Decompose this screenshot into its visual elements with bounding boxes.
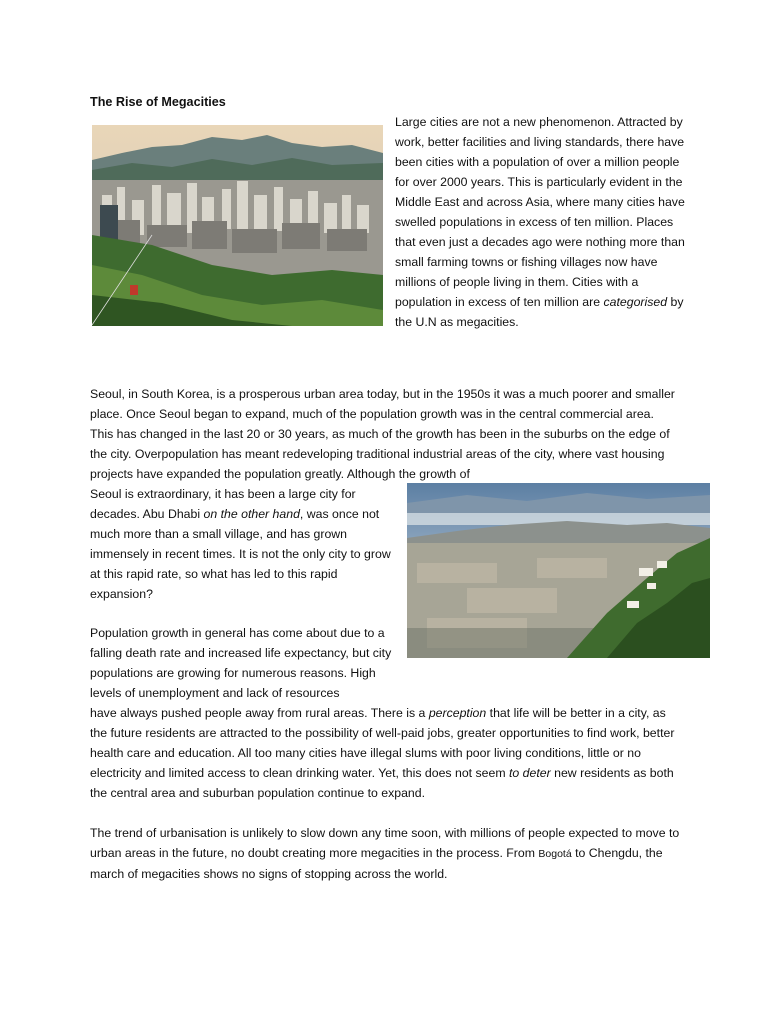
seoul-paragraph-narrow: [90, 472, 395, 617]
article-title: The Rise of Megacities: [90, 95, 226, 109]
seoul-emphasis: on the other hand: [203, 507, 300, 522]
seoul-text-narrow-1: Seoul is extraordinary, it has been a large city for decades. Abu Dhabi: [90, 487, 356, 522]
population-text-3: new residents as both the central area and suburban population continue to expand.: [90, 766, 674, 801]
intro-text-1: Large cities are not a new phenomenon. Attracted by work, better facilities and living standards, there have been cities with a population of over a million people for over 2000 years. This is particularly evident in the Middle East and across Asia, where many cities have swelled populations in excess of ten million. Places that even just a decades ago were nothing more than small farming towns or fishing villages now have millions of people living in them. Cities with a population in excess of ten million are: [395, 115, 685, 309]
conclusion-text-2: to Chengdu, the march of megacities shows no signs of stopping across the world.: [90, 846, 663, 882]
deter-emphasis: to deter: [509, 766, 551, 781]
population-paragraph-full: [90, 691, 680, 816]
seoul-text-narrow-2: , was once not much more than a small village, and has grown immensely in recent times. It is not the only city to grow at this rapid rate, so what has led to this rapid expansion?: [90, 507, 391, 602]
population-text-1: have always pushed people away from rural areas. There is a: [90, 706, 429, 721]
conclusion-paragraph: [90, 811, 680, 897]
seoul-city-photo: [92, 125, 383, 326]
perception-emphasis: perception: [428, 706, 487, 721]
intro-paragraph: [395, 112, 685, 332]
hillside-city-photo: [407, 483, 710, 658]
intro-emphasis: categorised: [603, 295, 668, 309]
conclusion-text-1: The trend of urbanisation is unlikely to slow down any time soon, with millions of people expected to move to urban areas in the future, no doubt creating more megacities in the process. From: [90, 826, 680, 861]
seoul-text-top: Seoul, in South Korea, is a prosperous urban area today, but in the 1950s it was a much poorer and smaller place. Once Seoul began to expand, much of the population growth was in the central commercial area. This has changed in the last 20 or 30 years, as much of the growth has been in the suburbs on the edge of the city. Overpopulation has meant redeveloping traditional industrial areas of the city, where vast housing projects have expanded the population greatly. Although the growth of: [90, 387, 675, 482]
population-text-2: that life will be better in a city, as the future residents are attracted to the possibility of well-paid jobs, greater opportunities to find work, better health care and education. All too many cities have illegal slums with poor living conditions, little or no electricity and limited access to clean drinking water. Yet, this does not seem: [90, 706, 675, 781]
bogota-name: Bogotá: [538, 848, 572, 861]
intro-text-2: by the U.N as megacities.: [395, 295, 684, 329]
population-text-narrow: Population growth in general has come about due to a falling death rate and increased life expectancy, but city populations are growing for numerous reasons. High levels of unemployment and lack of resources: [90, 626, 392, 701]
